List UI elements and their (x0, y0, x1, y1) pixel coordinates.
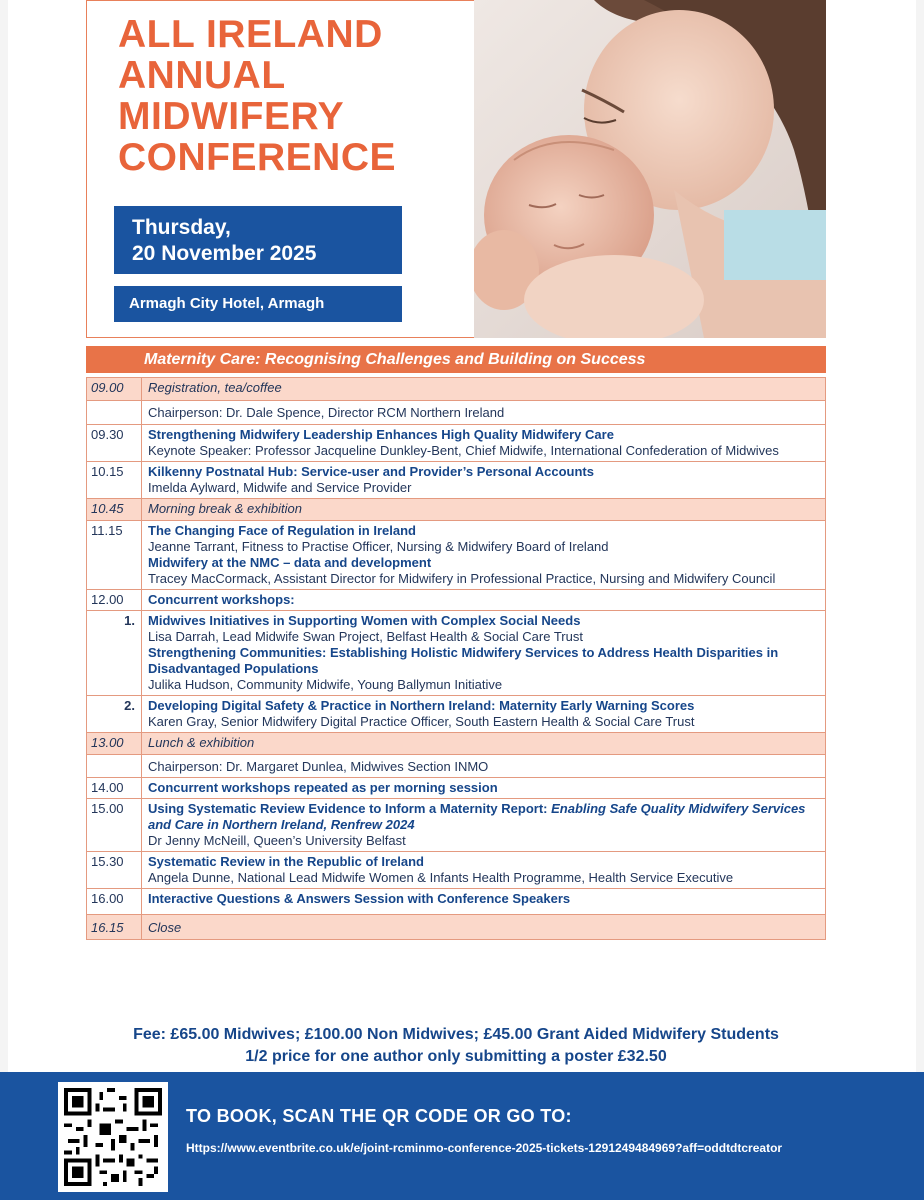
row-title: Systematic Review in the Republic of Ireland (148, 854, 424, 869)
row-text: Keynote Speaker: Professor Jacqueline Dunkley-Bent, Chief Midwife, International Confederation of Midwives (148, 443, 779, 458)
title-line: ALL IRELAND (118, 13, 383, 56)
row-title: Concurrent workshops repeated as per morning session (142, 778, 826, 799)
row-time: 09.30 (87, 425, 142, 462)
table-row (87, 799, 826, 852)
theme-banner (86, 346, 826, 373)
row-title: Developing Digital Safety & Practice in Northern Ireland: Maternity Early Warning Scores (148, 698, 695, 713)
row-title: Midwifery at the NMC – data and development (148, 555, 432, 570)
date-full: 20 November 2025 (132, 242, 317, 265)
row-time (87, 755, 142, 778)
row-time: 09.00 (87, 378, 142, 401)
row-text: Karen Gray, Senior Midwifery Digital Practice Officer, South Eastern Health & Social Care Trust (148, 714, 695, 729)
row-text: Morning break & exhibition (142, 499, 826, 521)
table-row (87, 590, 826, 611)
table-row (87, 696, 826, 733)
row-time: 12.00 (87, 590, 142, 611)
row-text: Julika Hudson, Community Midwife, Young Ballymun Initiative (148, 677, 503, 692)
date-box (114, 206, 402, 274)
title-line: MIDWIFERY (118, 95, 345, 138)
qr-code[interactable] (58, 1082, 168, 1192)
row-text: Lunch & exhibition (142, 733, 826, 755)
row-title: Concurrent workshops: (142, 590, 826, 611)
row-time: 16.15 (87, 915, 142, 940)
fee-line: Fee: £65.00 Midwives; £100.00 Non Midwives; £45.00 Grant Aided Midwifery Students (133, 1026, 779, 1043)
row-text: Lisa Darrah, Lead Midwife Swan Project, Belfast Health & Social Care Trust (148, 629, 583, 644)
row-text: Tracey MacCormack, Assistant Director for Midwifery in Professional Practice, Nursing and Midwifery Council (148, 571, 776, 586)
table-row (87, 852, 826, 889)
row-title: Kilkenny Postnatal Hub: Service-user and Provider’s Personal Accounts (148, 464, 594, 479)
row-text: Registration, tea/coffee (142, 378, 826, 401)
title-line: ANNUAL (118, 54, 286, 97)
row-time: 10.15 (87, 462, 142, 499)
venue-text: Armagh City Hotel, Armagh (129, 295, 325, 312)
table-row (87, 401, 826, 425)
row-title-text: Using Systematic Review Evidence to Inform a Maternity Report: (148, 801, 552, 816)
table-row (87, 425, 826, 462)
table-row (87, 733, 826, 755)
row-text: Imelda Aylward, Midwife and Service Provider (148, 480, 412, 495)
row-title: Strengthening Communities: Establishing Holistic Midwifery Services to Address Health Disparities in Disadvantaged Populations (148, 645, 779, 676)
table-row (87, 915, 826, 940)
date-day: Thursday, (132, 216, 231, 239)
row-title: The Changing Face of Regulation in Ireland (148, 523, 416, 538)
row-text: Chairperson: Dr. Margaret Dunlea, Midwives Section INMO (142, 755, 826, 778)
row-time (87, 401, 142, 425)
row-number: 1. (87, 611, 142, 696)
row-time: 13.00 (87, 733, 142, 755)
venue-box (114, 286, 402, 322)
table-row (87, 499, 826, 521)
table-row (87, 521, 826, 590)
row-title: Interactive Questions & Answers Session with Conference Speakers (142, 889, 826, 915)
row-text: Jeanne Tarrant, Fitness to Practise Officer, Nursing & Midwifery Board of Ireland (148, 539, 609, 554)
conference-title (118, 14, 478, 178)
row-title (148, 801, 819, 833)
row-text: Chairperson: Dr. Dale Spence, Director RCM Northern Ireland (142, 401, 826, 425)
programme-table (86, 377, 826, 940)
row-time: 15.00 (87, 799, 142, 852)
table-row (87, 755, 826, 778)
row-time: 10.45 (87, 499, 142, 521)
row-text: Close (142, 915, 826, 940)
fee-info (86, 1024, 826, 1068)
title-line: CONFERENCE (118, 136, 397, 179)
table-row (87, 378, 826, 401)
row-title: Strengthening Midwifery Leadership Enhances High Quality Midwifery Care (148, 427, 614, 442)
booking-heading: TO BOOK, SCAN THE QR CODE OR GO TO: (186, 1106, 572, 1126)
row-time: 14.00 (87, 778, 142, 799)
row-title-italic: Enabling Safe Quality Midwifery Services and Care in Northern Ireland, Renfrew 2024 (148, 801, 806, 832)
booking-link[interactable]: Https://www.eventbrite.co.uk/e/joint-rcminmo-conference-2025-tickets-1291249484969?aff=oddtdtcreator (186, 1141, 783, 1155)
table-row (87, 889, 826, 915)
row-number: 2. (87, 696, 142, 733)
row-text: Dr Jenny McNeill, Queen’s University Belfast (148, 833, 406, 848)
table-row (87, 462, 826, 499)
table-row (87, 778, 826, 799)
mother-baby-photo (474, 0, 826, 338)
row-time: 15.30 (87, 852, 142, 889)
row-text: Angela Dunne, National Lead Midwife Women & Infants Health Programme, Health Service Executive (148, 870, 734, 885)
row-title: Midwives Initiatives in Supporting Women with Complex Social Needs (148, 613, 581, 628)
table-row (87, 611, 826, 696)
row-time: 11.15 (87, 521, 142, 590)
theme-text: Maternity Care: Recognising Challenges and Building on Success (144, 351, 646, 368)
poster-fee-line: 1/2 price for one author only submitting a poster £32.50 (245, 1048, 667, 1065)
row-time: 16.00 (87, 889, 142, 915)
